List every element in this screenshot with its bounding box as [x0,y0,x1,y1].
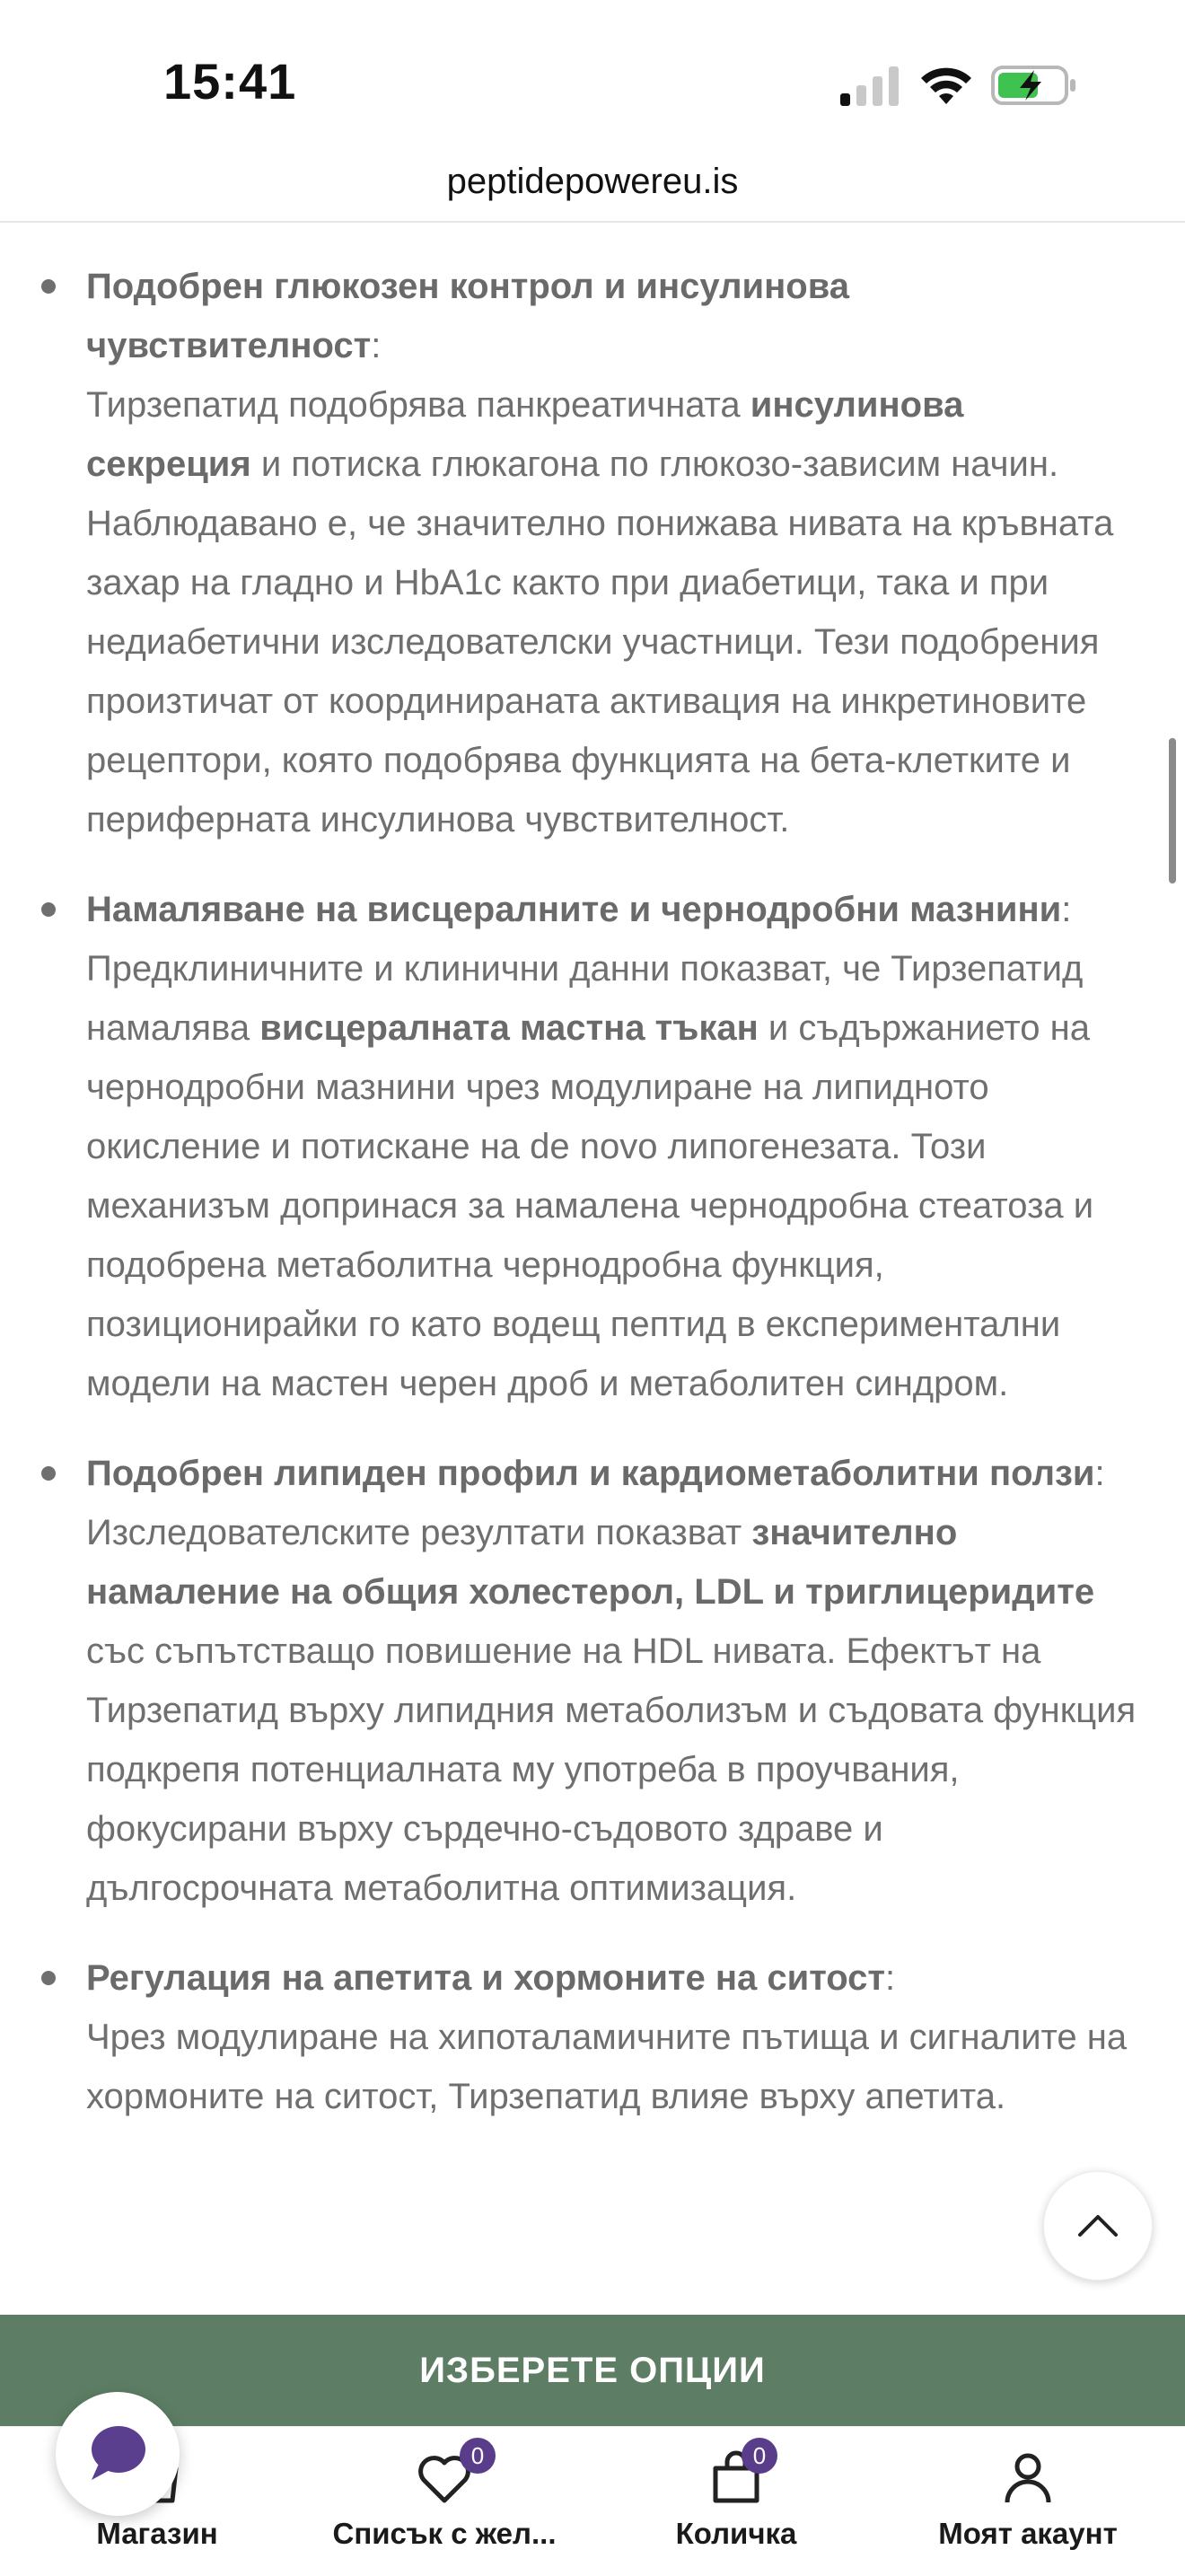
wishlist-count-badge: 0 [460,2438,496,2474]
item-bold-text: висцералната мастна тъкан [259,1008,759,1048]
chevron-up-icon [1044,2172,1152,2280]
item-text: със съпътстващо повишение на HDL нивата. Ефектът на Тирзепатид върху липидния метаболизъм и съдовата функция подкрепя потенциалната му употреба в проучвания, фокусирани върху сърдечно-съдовото здраве и дългосрочната метаболитна оптимизация. [86,1631,1137,1908]
item-title: Подобрен липиден профил и кардиометаболитни ползи [86,1454,1095,1493]
product-description [0,223,1185,2315]
status-bar [0,0,1185,153]
back-to-top-button[interactable] [1043,2171,1153,2281]
bullet-icon [41,902,56,917]
item-text: Тирзепатид подобрява панкреатичната [86,385,750,425]
bullet-icon [41,279,56,294]
bullet-icon [41,1466,56,1481]
user-icon [996,2447,1059,2510]
scroll-indicator[interactable] [1169,738,1176,884]
chat-button[interactable] [56,2392,180,2516]
cellular-signal-icon [838,66,901,106]
nav-cart[interactable] [619,2427,853,2576]
list-item: Регулация на апетита и хормоните на ситост: Чрез модулиране на хипоталамичните пътища и сигналите на хормоните на ситост, Тирзепатид влияе върху апетита. [0,1948,1185,2126]
list-item: Подобрен липиден профил и кардиометаболитни ползи: Изследователските резултати показват значително намаление на общия холестерол, LDL и триглицеридите със съпътстващо повишение на HDL нивата. Ефектът на Тирзепатид върху липидния метаболизъм и съдовата функция подкрепя потенциалната му употреба в проучвания, фокусирани върху сърдечно-съдовото здраве и дългосрочната метаболитна оптимизация. [0,1444,1185,1918]
bullet-icon [41,1971,56,1985]
item-title: Намаляване на висцералните и чернодробни мазнини [86,890,1062,929]
nav-cart-label: Количка [675,2517,797,2550]
item-bold-text: значително намаление на общия холестерол, LDL и триглицеридите [86,1513,1095,1612]
item-bold-text: инсулинова секреция [86,385,964,484]
url-text: peptidepowereu.is [446,162,739,201]
item-title: Регулация на апетита и хормоните на ситост [86,1958,886,1998]
browser-url-bar[interactable] [0,153,1185,223]
nav-account-label: Моят акаунт [938,2517,1118,2550]
benefits-list [0,257,1185,2157]
list-item: Подобрен глюкозен контрол и инсулинова чувствителност: Тирзепатид подобрява панкреатичната инсулинова секреция и потиска глюкагона по глюкозо-зависим начин. Наблюдавано е, че значително понижава нивата на кръвната захар на гладно и HbA1c както при диабетици, така и при недиабетични изследователски участници. Тези подобрения произтичат от координираната активация на инкретиновите рецептори, която подобрява функцията на бета-клетките и периферната инсулинова чувствителност. [0,257,1185,849]
select-options-label: ИЗБЕРЕТЕ ОПЦИИ [419,2351,766,2390]
nav-wishlist[interactable] [314,2427,575,2576]
item-text: Изследователските резултати показват [86,1513,752,1552]
item-text: и потиска глюкагона по глюкозо-зависим начин. Наблюдавано е, че значително понижава нивата на кръвната захар на гладно и HbA1c както при диабетици, така и при недиабетични изследователски участници. Тези подобрения произтичат от координираната активация на инкретиновите рецептори, която подобрява функцията на бета-клетките и периферната инсулинова чувствителност. [86,444,1114,840]
list-item: Намаляване на висцералните и чернодробни мазнини: Предклиничните и клинични данни показват, че Тирзепатид намалява висцералната мастна тъкан и съдържанието на чернодробни мазнини чрез модулиране на липидното окисление и потискане на de novo липогенезата. Този механизъм допринася за намалена чернодробна стеатоза и подобрена метаболитна чернодробна функция, позиционирайки го като водещ пептид в експериментални модели на мастен черен дроб и метаболитен синдром. [0,880,1185,1413]
nav-shop-label: Магазин [96,2517,218,2550]
status-time: 15:41 [163,53,297,110]
item-text: Предклиничните и клинични данни показват, че Тирзепатид намалява [86,949,1084,1048]
cart-count-badge: 0 [742,2438,777,2474]
wifi-icon [917,63,975,108]
item-text: Чрез модулиране на хипоталамичните пътища и сигналите на хормоните на ситост, Тирзепатид влияе върху апетита. [86,2018,1128,2116]
nav-account[interactable] [907,2427,1149,2576]
item-title: Подобрен глюкозен контрол и инсулинова чувствителност [86,267,850,365]
battery-charging-icon [991,65,1077,106]
chat-bubble-icon [56,2392,180,2516]
nav-wishlist-label: Списък с жел... [332,2517,557,2550]
item-text: и съдържанието на чернодробни мазнини чрез модулиране на липидното окисление и потискане на de novo липогенезата. Този механизъм допринася за намалена чернодробна стеатоза и подобрена метаболитна чернодробна функция, позиционирайки го като водещ пептид в експериментални модели на мастен черен дроб и метаболитен синдром. [86,1008,1094,1403]
